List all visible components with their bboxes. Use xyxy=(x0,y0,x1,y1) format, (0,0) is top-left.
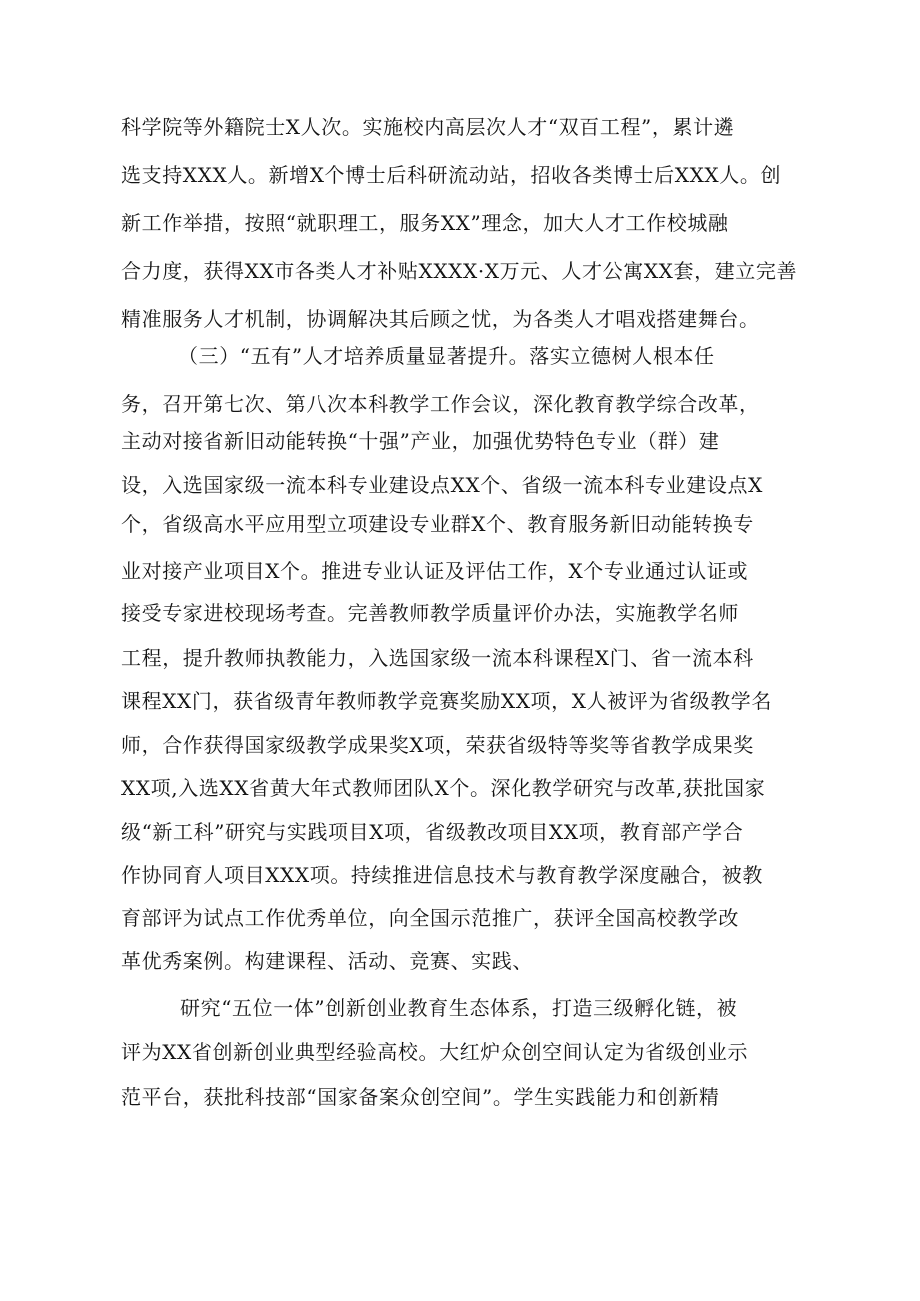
text-line: XX项,入选XX省黄大年式教师团队X个。深化教学研究与改革,获批国家 xyxy=(121,776,766,800)
text-line: 评为XX省创新创业典型经验高校。大红炉众创空间认定为省级创业示 xyxy=(121,1040,749,1064)
text-line: （三）“五有”人才培养质量显著提升。落实立德树人根本任 xyxy=(178,344,715,368)
text-line: 作协同育人项目XXX项。持续推进信息技术与教育教学深度融合，被教 xyxy=(121,863,763,887)
text-line: 接受专家进校现场考查。完善教师教学质量评价办法，实施教学名师 xyxy=(121,601,739,625)
text-line: 革优秀案例。构建课程、活动、竞赛、实践、 xyxy=(121,949,533,973)
text-line: 范平台，获批科技部“国家备案众创空间”。学生实践能力和创新精 xyxy=(121,1085,720,1109)
text-line: 研究“五位一体”创新创业教育生态体系，打造三级孵化链，被 xyxy=(180,996,738,1020)
text-line: 新工作举措，按照“就职理工，服务XX”理念，加大人才工作校城融 xyxy=(121,211,729,235)
text-line: 课程XX门，获省级青年教师教学竞赛奖励XX项，X人被评为省级教学名 xyxy=(121,689,772,713)
text-line: 合力度，获得XX市各类人才补贴XXXX·X万元、人才公寓XX套，建立完善 xyxy=(121,259,798,283)
text-line: 工程，提升教师执教能力，入选国家级一流本科课程X门、省一流本科 xyxy=(121,646,754,670)
text-line: 主动对接省新旧动能转换“十强”产业，加强优势特色专业（群）建 xyxy=(121,429,720,453)
text-line: 师，合作获得国家级教学成果奖X项，荣获省级特等奖等省教学成果奖 xyxy=(121,733,754,757)
text-line: 设，入选国家级一流本科专业建设点XX个、省级一流本科专业建设点X xyxy=(121,473,763,497)
text-line: 业对接产业项目X个。推进专业认证及评估工作，X个专业通过认证或 xyxy=(121,559,749,583)
text-line: 选支持XXX人。新增X个博士后科研流动站，招收各类博士后XXX人。创 xyxy=(121,163,782,187)
text-line: 科学院等外籍院士X人次。实施校内高层次人才“双百工程”，累计遴 xyxy=(121,115,735,139)
text-line: 务，召开第七次、第八次本科教学工作会议，深化教育教学综合改革， xyxy=(121,392,760,416)
text-line: 个，省级高水平应用型立项建设专业群X个、教育服务新旧动能转换专 xyxy=(121,512,754,536)
text-line: 精准服务人才机制，协调解决其后顾之忧，为各类人才唱戏搭建舞台。 xyxy=(121,307,760,331)
text-line: 级“新工科”研究与实践项目X项，省级教改项目XX项，教育部产学合 xyxy=(121,820,744,844)
text-line: 育部评为试点工作优秀单位，向全国示范推广，获评全国高校教学改 xyxy=(121,906,739,930)
